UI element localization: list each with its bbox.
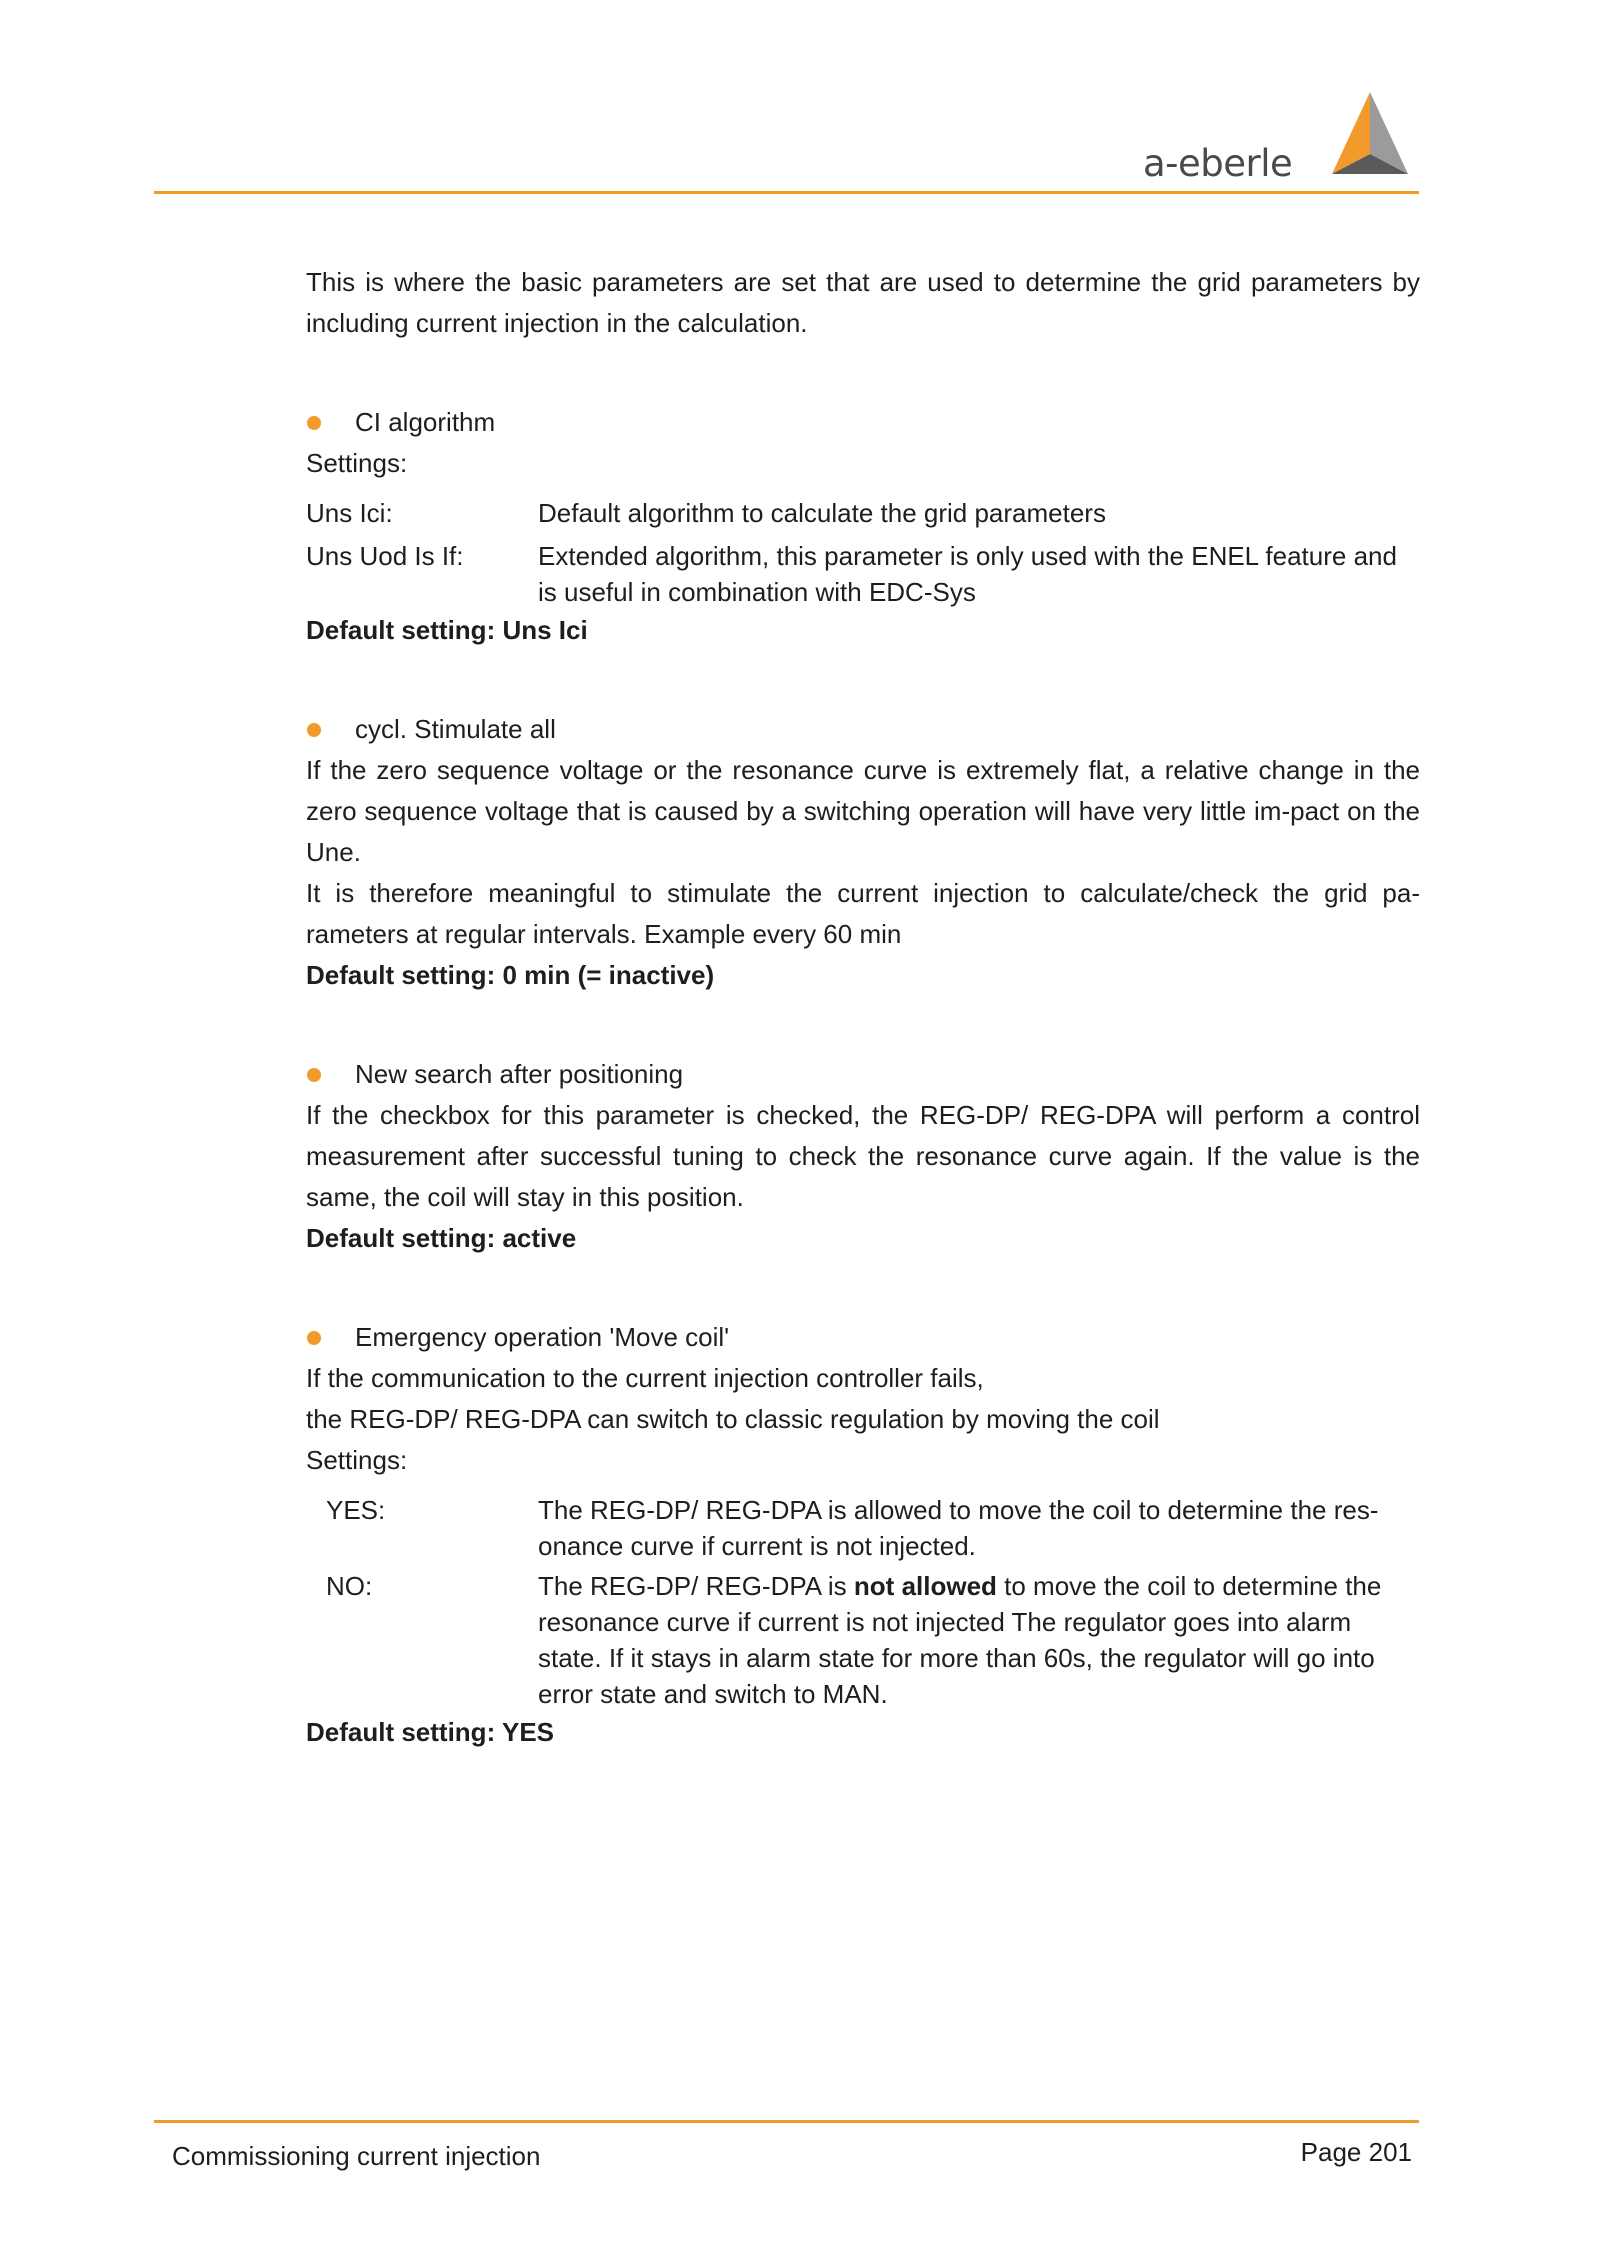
body-paragraph: If the communication to the current injection controller fails, [306, 1363, 984, 1393]
setting-term: YES: [326, 1495, 386, 1525]
setting-row-yes [306, 1490, 1420, 1564]
section-title: Emergency operation 'Move coil' [355, 1322, 730, 1352]
settings-label: Settings: [306, 448, 408, 478]
intro-paragraph: This is where the basic parameters are set that are used to determine the grid parameters by including current injection in the calculation. [306, 267, 1420, 338]
setting-row-uns-ici [306, 493, 1420, 534]
setting-term: Uns Ici: [306, 498, 393, 528]
body-paragraph: the REG-DP/ REG-DPA can switch to classic regulation by moving the coil [306, 1404, 1160, 1434]
body-paragraph: It is therefore meaningful to stimulate the current injection to calculate/check the grid pa-rameters at regular intervals. Example every 60 min [306, 878, 1420, 949]
page-number: Page 201 [1300, 2137, 1412, 2167]
setting-term: Uns Uod Is If: [306, 541, 464, 571]
default-setting: Default setting: Uns Ici [306, 615, 588, 645]
bullet-icon [307, 1068, 321, 1082]
section-heading [306, 402, 1420, 443]
logo-triangle-icon [1310, 88, 1410, 180]
section-title: cycl. Stimulate all [355, 714, 556, 744]
header-rule [154, 191, 1419, 194]
bullet-icon [307, 416, 321, 430]
setting-description [538, 1566, 1420, 1712]
section-ci-algorithm [306, 402, 1420, 651]
section-title: New search after positioning [355, 1059, 684, 1089]
section-new-search [306, 1054, 1420, 1259]
setting-description: Extended algorithm, this parameter is only used with the ENEL feature and is useful in combination with EDC-Sys [538, 541, 1397, 607]
body-paragraph: If the checkbox for this parameter is checked, the REG-DP/ REG-DPA will perform a control measurement after successful tuning to check the resonance curve again. If the value is the same, the coil will stay in this position. [306, 1100, 1420, 1212]
main-content [306, 262, 1420, 1753]
settings-label: Settings: [306, 1445, 408, 1475]
footer-section-title: Commissioning current injection [172, 2141, 541, 2171]
body-paragraph: If the zero sequence voltage or the resonance curve is extremely flat, a relative change in the zero sequence voltage that is caused by a switching operation will have very little im-pact on the Une. [306, 755, 1420, 867]
default-setting: Default setting: 0 min (= inactive) [306, 960, 715, 990]
section-emergency-operation [306, 1317, 1420, 1753]
logo-text: a-eberle [1143, 142, 1293, 185]
setting-description: The REG-DP/ REG-DPA is allowed to move the coil to determine the res-onance curve if current is not injected. [538, 1495, 1379, 1561]
default-setting: Default setting: YES [306, 1717, 555, 1747]
setting-row-no [306, 1566, 1420, 1712]
section-heading [306, 1054, 1420, 1095]
no-desc-emphasis: not allowed [853, 1571, 997, 1601]
section-heading [306, 1317, 1420, 1358]
no-desc-end: to move the coil to determine the resonance curve if current is not injected The regulator goes into alarm state. If it stays in alarm state for more than 60s, the regulator will go into error state and switch to MAN. [538, 1571, 1382, 1709]
section-cycl-stimulate [306, 709, 1420, 996]
bullet-icon [307, 1331, 321, 1345]
bullet-icon [307, 723, 321, 737]
default-setting: Default setting: active [306, 1223, 577, 1253]
section-heading [306, 709, 1420, 750]
footer-rule [154, 2120, 1419, 2123]
section-title: CI algorithm [355, 407, 496, 437]
brand-logo [1135, 88, 1415, 188]
setting-description: Default algorithm to calculate the grid parameters [538, 498, 1106, 528]
setting-row-uns-uod [306, 536, 1420, 610]
setting-term: NO: [326, 1571, 373, 1601]
no-desc-start: The REG-DP/ REG-DPA is [538, 1571, 854, 1601]
